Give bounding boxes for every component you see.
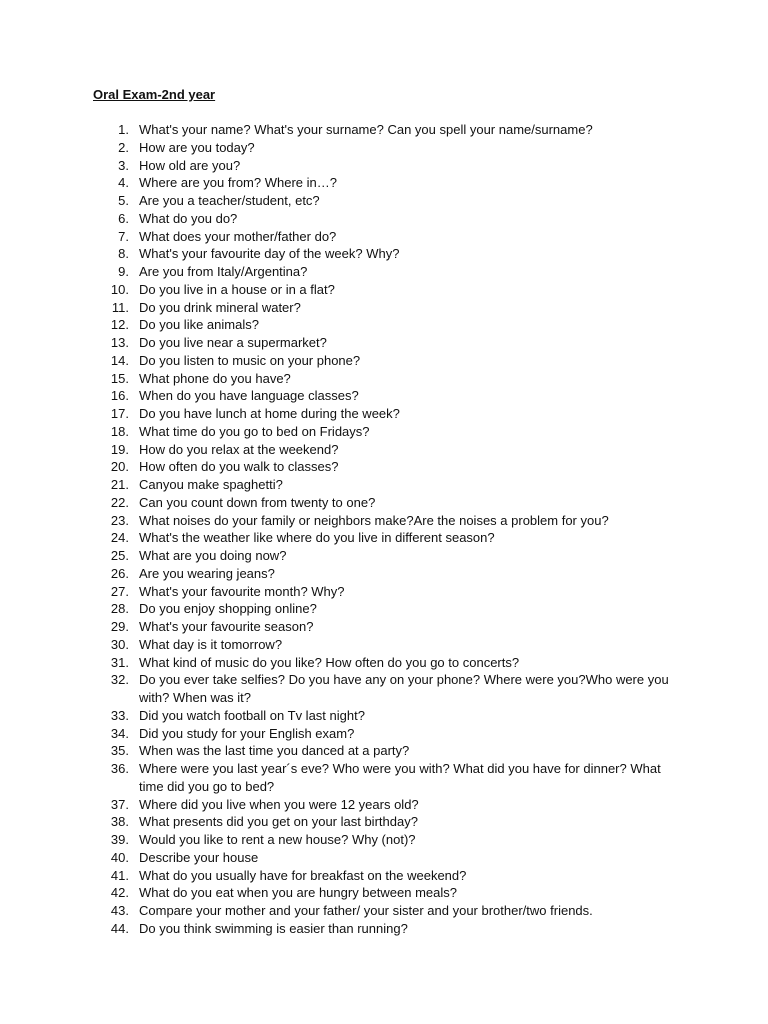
question-text: How are you today? [139, 139, 255, 155]
question-number: 27. [110, 583, 129, 599]
question-item [0, 334, 768, 352]
question-text: What's your name? What's your surname? Can you spell your name/surname? [139, 122, 593, 137]
question-text: Do you live in a house or in a flat? [139, 281, 335, 297]
question-number: 42. [110, 885, 129, 901]
question-number: 30. [110, 636, 129, 652]
question-text: Would you like to rent a new house? Why (not)? [139, 832, 416, 847]
question-text: Do you drink mineral water? [139, 299, 301, 315]
question-number: 41. [110, 867, 129, 883]
question-text: What presents did you get on your last birthday? [139, 814, 418, 830]
question-item [0, 174, 768, 192]
question-item [0, 263, 768, 281]
question-text: Do you ever take selfies? Do you have any on your phone? Where were you?Who were you with? When was it? [139, 672, 669, 705]
question-text: Did you study for your English exam? [139, 725, 355, 741]
question-text: Did you watch football on Tv last night? [139, 707, 365, 723]
question-number: 28. [110, 601, 129, 617]
question-text: When was the last time you danced at a party? [139, 743, 410, 759]
question-number: 11. [111, 299, 129, 315]
question-text: What does your mother/father do? [139, 228, 337, 244]
question-text: Are you from Italy/Argentina? [139, 264, 308, 279]
question-item [0, 796, 768, 814]
question-item [0, 565, 768, 583]
question-item [0, 583, 768, 601]
question-number: 8. [118, 246, 129, 262]
question-text: How old are you? [139, 157, 241, 173]
question-number: 18. [110, 423, 129, 439]
question-number: 19. [110, 441, 129, 457]
question-text: What's your favourite month? Why? [139, 583, 345, 599]
question-number: 13. [110, 335, 129, 350]
question-text: What do you usually have for breakfast on the weekend? [139, 867, 467, 883]
question-text: What phone do you have? [139, 370, 291, 386]
question-number: 7. [118, 228, 129, 244]
question-number: 29. [110, 619, 129, 634]
question-text: Do you like animals? [139, 317, 259, 333]
question-text: What do you eat when you are hungry between meals? [139, 885, 457, 901]
question-text: What do you do? [139, 210, 238, 226]
question-text: Do you enjoy shopping online? [139, 601, 317, 617]
question-item [0, 387, 768, 405]
question-text: Where are you from? Where in…? [139, 175, 337, 191]
question-item [0, 210, 768, 228]
question-item [0, 884, 768, 902]
question-number: 32. [110, 672, 129, 688]
question-item [0, 121, 768, 139]
question-item [0, 902, 768, 920]
question-number: 44. [110, 920, 129, 936]
question-text: Do you think swimming is easier than running? [139, 920, 408, 936]
question-text: What kind of music do you like? How often do you go to concerts? [139, 654, 520, 670]
question-text: When do you have language classes? [139, 388, 359, 404]
question-number: 21. [110, 477, 129, 492]
question-number: 9. [118, 264, 129, 279]
question-item [0, 281, 768, 299]
question-number: 5. [118, 193, 129, 208]
question-text: Compare your mother and your father/ your sister and your brother/two friends. [139, 903, 593, 918]
question-text: Are you wearing jeans? [139, 565, 275, 581]
question-number: 12. [110, 317, 129, 333]
question-number: 40. [110, 849, 129, 865]
question-text: Where were you last year´s eve? Who were you with? What did you have for dinner? What time did you go to bed? [139, 761, 661, 794]
question-number: 20. [110, 459, 129, 475]
question-number: 16. [110, 388, 129, 404]
question-item [0, 370, 768, 388]
question-text: Canyou make spaghetti? [139, 477, 283, 492]
question-text: Do you listen to music on your phone? [139, 352, 361, 368]
question-text: How often do you walk to classes? [139, 459, 339, 475]
question-number: 24. [110, 530, 129, 546]
question-text: What noises do your family or neighbors make?Are the noises a problem for you? [139, 512, 609, 528]
question-item [0, 618, 768, 636]
question-text: Are you a teacher/student, etc? [139, 193, 320, 208]
question-number: 15. [110, 370, 129, 386]
question-number: 43. [110, 903, 129, 918]
question-item [0, 760, 768, 796]
question-number: 6. [118, 210, 129, 226]
question-item [0, 529, 768, 547]
question-number: 31. [110, 654, 129, 670]
question-text: What's your favourite day of the week? Why? [139, 246, 400, 262]
question-item [0, 192, 768, 210]
question-number: 33. [110, 707, 129, 723]
question-number: 35. [110, 743, 129, 759]
question-item [0, 494, 768, 512]
question-item [0, 813, 768, 831]
question-number: 38. [110, 814, 129, 830]
question-item [0, 600, 768, 618]
question-number: 17. [110, 406, 129, 421]
question-item [0, 299, 768, 317]
question-text: Where did you live when you were 12 years old? [139, 796, 419, 812]
question-item [0, 920, 768, 938]
question-item [0, 547, 768, 565]
question-number: 2. [118, 139, 129, 155]
question-number: 22. [110, 494, 129, 510]
question-item [0, 405, 768, 423]
page-title: Oral Exam-2nd year [93, 87, 216, 102]
question-item [0, 157, 768, 175]
question-list [0, 121, 768, 938]
question-item [0, 831, 768, 849]
question-number: 36. [110, 761, 129, 776]
question-number: 3. [118, 157, 129, 173]
question-text: What day is it tomorrow? [139, 636, 283, 652]
question-number: 1. [118, 122, 129, 137]
question-item [0, 725, 768, 743]
question-item [0, 849, 768, 867]
question-number: 37. [110, 796, 129, 812]
question-item [0, 654, 768, 672]
question-number: 39. [110, 832, 129, 847]
question-text: What's the weather like where do you live in different season? [139, 530, 495, 546]
question-item [0, 423, 768, 441]
question-text: Describe your house [139, 849, 259, 865]
question-item [0, 316, 768, 334]
question-text: Can you count down from twenty to one? [139, 494, 376, 510]
question-item [0, 742, 768, 760]
question-item [0, 458, 768, 476]
question-text: How do you relax at the weekend? [139, 441, 339, 457]
question-item [0, 245, 768, 263]
question-item [0, 636, 768, 654]
question-text: What are you doing now? [139, 548, 287, 563]
question-item [0, 867, 768, 885]
question-item [0, 476, 768, 494]
question-number: 4. [118, 175, 129, 191]
question-item [0, 139, 768, 157]
question-number: 14. [110, 352, 129, 368]
question-number: 25. [110, 548, 129, 563]
question-number: 34. [110, 725, 129, 741]
question-text: Do you live near a supermarket? [139, 335, 327, 350]
question-item [0, 512, 768, 530]
question-number: 26. [110, 565, 129, 581]
question-item [0, 707, 768, 725]
question-item [0, 441, 768, 459]
question-text: What time do you go to bed on Fridays? [139, 423, 370, 439]
question-number: 23. [110, 512, 129, 528]
question-number: 10. [110, 281, 129, 297]
question-text: Do you have lunch at home during the week? [139, 406, 400, 421]
question-text: What's your favourite season? [139, 619, 314, 634]
question-item [0, 352, 768, 370]
question-item [0, 671, 768, 707]
question-item [0, 228, 768, 246]
